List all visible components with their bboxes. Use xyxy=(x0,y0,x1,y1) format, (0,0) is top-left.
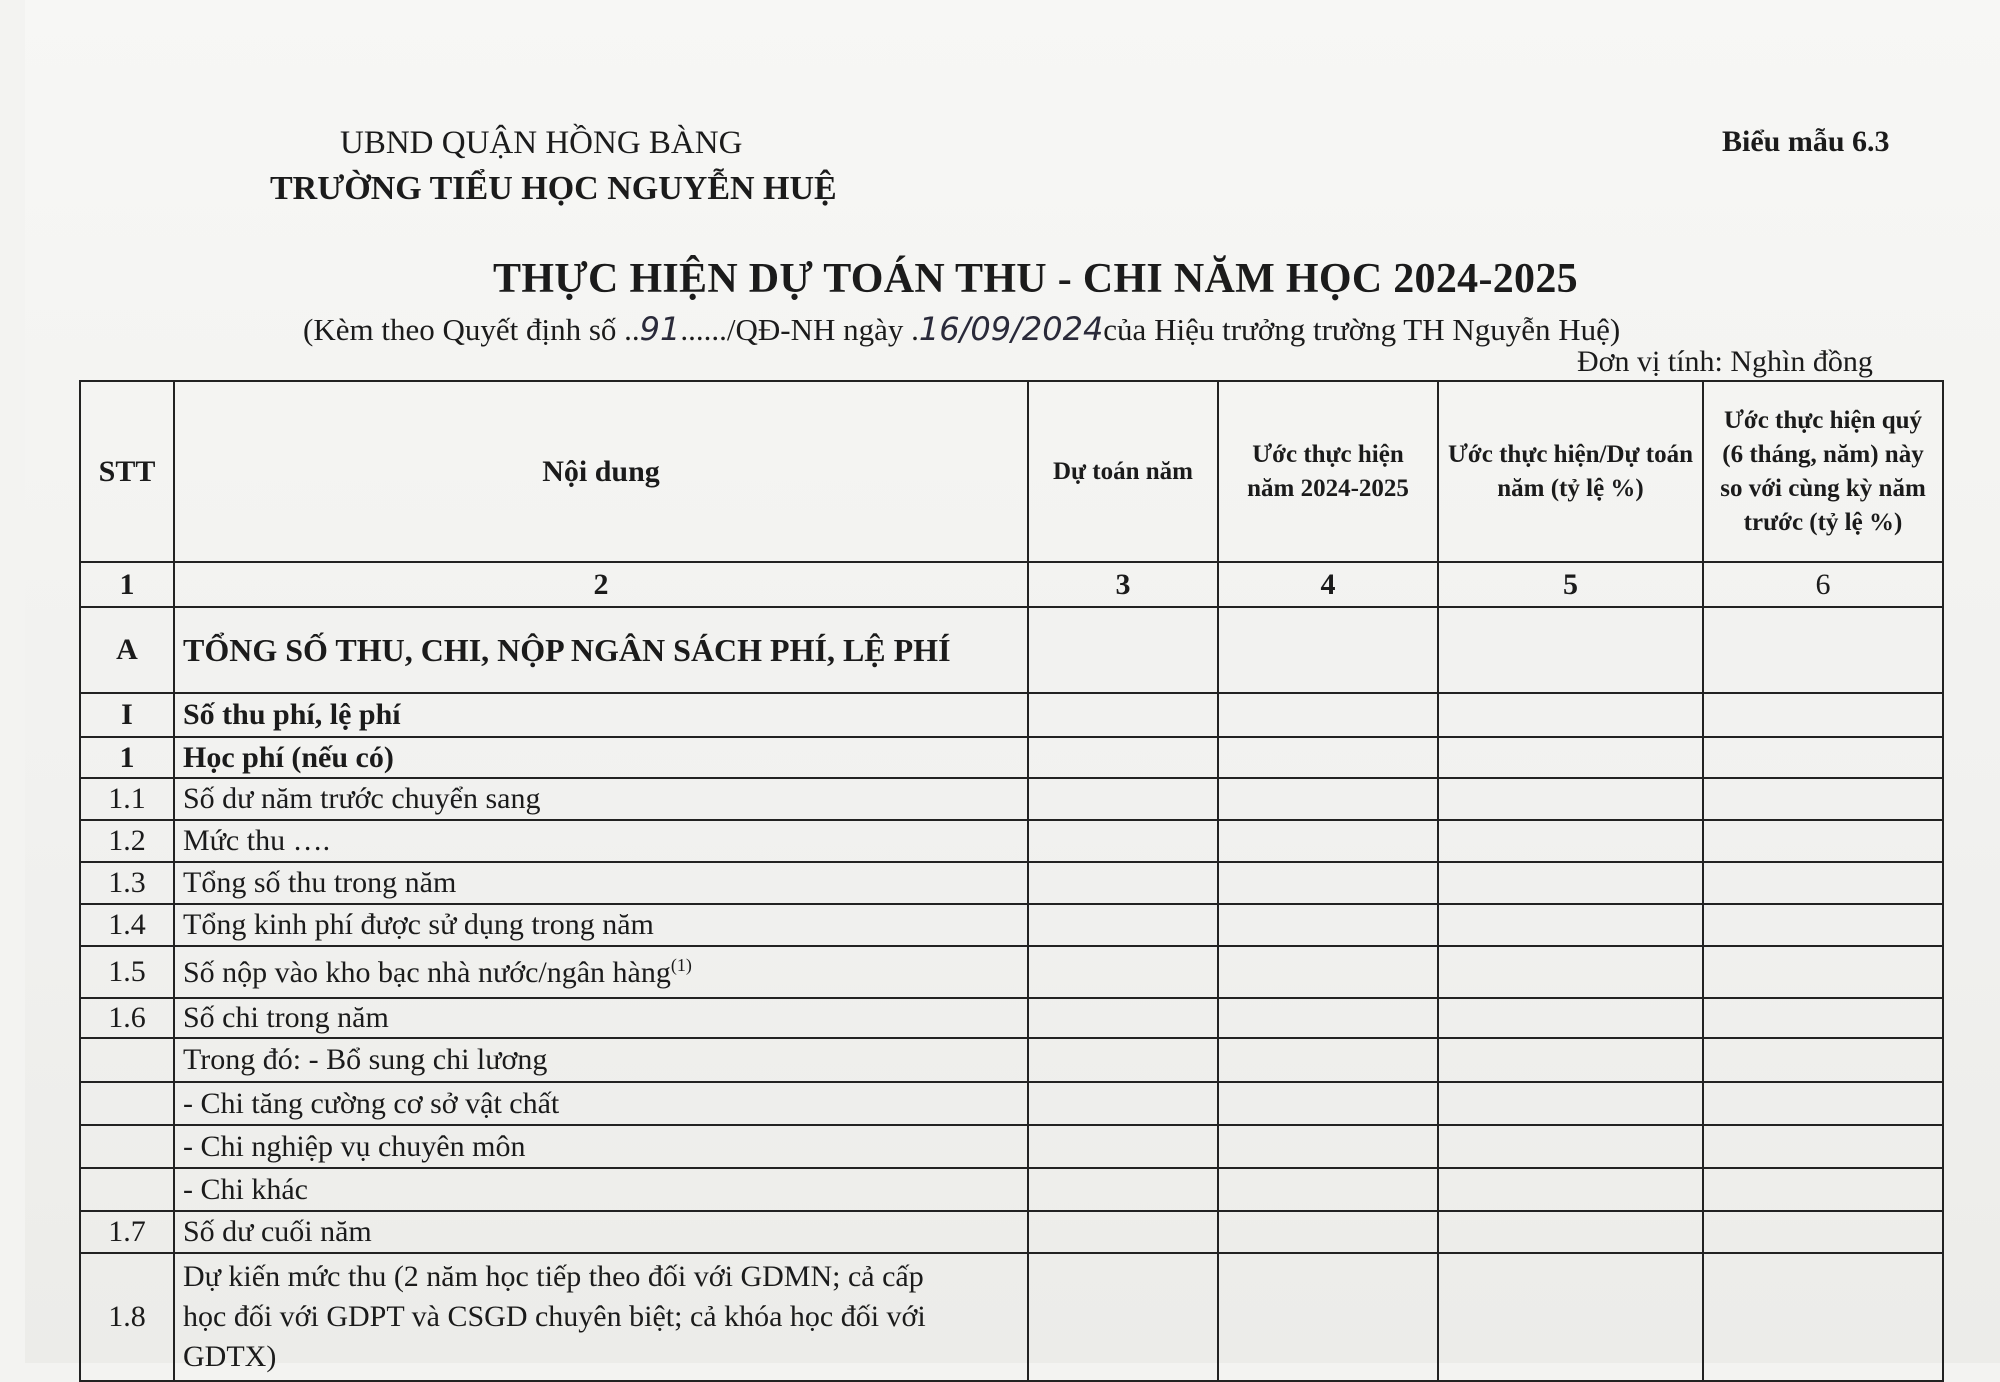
cell-plan xyxy=(1028,778,1218,820)
school-name: TRƯỜNG TIỂU HỌC NGUYỄN HUỆ xyxy=(270,170,837,207)
cell-plan xyxy=(1028,862,1218,904)
subtitle-prefix: (Kèm theo Quyết định số .. xyxy=(303,312,640,347)
row-stt: 1.7 xyxy=(80,1211,174,1253)
cell-plan xyxy=(1028,1038,1218,1082)
cell-ratio xyxy=(1438,946,1703,998)
cell-plan xyxy=(1028,1253,1218,1381)
row-content: Trong đó: - Bổ sung chi lương xyxy=(174,1038,1028,1082)
cell-quarter xyxy=(1703,607,1943,693)
table-row xyxy=(80,1082,1943,1125)
row-stt: 1.1 xyxy=(80,778,174,820)
cell-plan xyxy=(1028,904,1218,946)
subtitle-suffix: của Hiệu trưởng trường TH Nguyễn Huệ) xyxy=(1103,312,1621,347)
table-row xyxy=(80,820,1943,862)
cell-ratio xyxy=(1438,820,1703,862)
column-number-row xyxy=(80,562,1943,607)
table-row xyxy=(80,946,1943,998)
cell-ratio xyxy=(1438,1125,1703,1168)
row-stt xyxy=(80,1038,174,1082)
row-stt xyxy=(80,1168,174,1211)
row-stt: 1.8 xyxy=(80,1253,174,1381)
row-stt: 1.6 xyxy=(80,998,174,1038)
table-row xyxy=(80,1168,1943,1211)
cell-quarter xyxy=(1703,820,1943,862)
cell-ratio xyxy=(1438,1082,1703,1125)
row-stt xyxy=(80,1125,174,1168)
row-content: - Chi khác xyxy=(174,1168,1028,1211)
cell-quarter xyxy=(1703,1211,1943,1253)
cell-estimate xyxy=(1218,1168,1438,1211)
row-content: Tổng số thu trong năm xyxy=(174,862,1028,904)
footnote-marker: (1) xyxy=(670,954,692,975)
table-row xyxy=(80,998,1943,1038)
cell-quarter xyxy=(1703,1125,1943,1168)
cell-ratio xyxy=(1438,998,1703,1038)
row-content xyxy=(174,946,1028,998)
cell-quarter xyxy=(1703,1168,1943,1211)
cell-estimate xyxy=(1218,1082,1438,1125)
row-content: Số dư cuối năm xyxy=(174,1211,1028,1253)
cell-quarter xyxy=(1703,1253,1943,1381)
cell-estimate xyxy=(1218,1211,1438,1253)
cell-estimate xyxy=(1218,693,1438,737)
cell-plan xyxy=(1028,998,1218,1038)
row-stt: 1.5 xyxy=(80,946,174,998)
header-quarter: Ước thực hiện quý (6 tháng, năm) này so với cùng kỳ năm trước (tỷ lệ %) xyxy=(1703,381,1943,562)
col-number: 1 xyxy=(80,562,174,607)
cell-ratio xyxy=(1438,862,1703,904)
table-row xyxy=(80,778,1943,820)
table-row xyxy=(80,1125,1943,1168)
document-subtitle xyxy=(303,310,1620,348)
table-row xyxy=(80,1253,1943,1381)
table-row xyxy=(80,862,1943,904)
header-content: Nội dung xyxy=(174,381,1028,562)
row-content-line: học đối với GDPT và CSGD chuyên biệt; cả khóa học đối với xyxy=(183,1300,926,1333)
row-content-line: Dự kiến mức thu (2 năm học tiếp theo đối với GDMN; cả cấp xyxy=(183,1260,924,1293)
cell-ratio xyxy=(1438,1038,1703,1082)
row-content: TỔNG SỐ THU, CHI, NỘP NGÂN SÁCH PHÍ, LỆ PHÍ xyxy=(174,607,1028,693)
table-row xyxy=(80,904,1943,946)
header-stt: STT xyxy=(80,381,174,562)
row-content: Mức thu …. xyxy=(174,820,1028,862)
decision-date: 16/09/2024 xyxy=(918,310,1104,348)
table-header-row xyxy=(80,381,1943,562)
col-number: 4 xyxy=(1218,562,1438,607)
cell-plan xyxy=(1028,946,1218,998)
cell-plan xyxy=(1028,1211,1218,1253)
currency-unit: Đơn vị tính: Nghìn đồng xyxy=(1577,345,1873,378)
cell-ratio xyxy=(1438,737,1703,778)
row-content: Số thu phí, lệ phí xyxy=(174,693,1028,737)
table-row xyxy=(80,607,1943,693)
cell-estimate xyxy=(1218,998,1438,1038)
cell-quarter xyxy=(1703,946,1943,998)
row-content: Số dư năm trước chuyển sang xyxy=(174,778,1028,820)
cell-estimate xyxy=(1218,862,1438,904)
cell-ratio xyxy=(1438,607,1703,693)
row-content: - Chi tăng cường cơ sở vật chất xyxy=(174,1082,1028,1125)
cell-quarter xyxy=(1703,693,1943,737)
cell-estimate xyxy=(1218,778,1438,820)
col-number: 6 xyxy=(1703,562,1943,607)
row-content-line: GDTX) xyxy=(183,1340,277,1373)
cell-plan xyxy=(1028,1082,1218,1125)
budget-table xyxy=(79,380,1944,1382)
cell-plan xyxy=(1028,820,1218,862)
row-content: Tổng kinh phí được sử dụng trong năm xyxy=(174,904,1028,946)
row-content: Số chi trong năm xyxy=(174,998,1028,1038)
table-row xyxy=(80,693,1943,737)
cell-ratio xyxy=(1438,1211,1703,1253)
document-title: THỰC HIỆN DỰ TOÁN THU - CHI NĂM HỌC 2024-2025 xyxy=(493,256,1578,302)
document-page xyxy=(25,0,2000,1373)
org-name: UBND QUẬN HỒNG BÀNG xyxy=(340,125,743,161)
cell-quarter xyxy=(1703,862,1943,904)
cell-estimate xyxy=(1218,904,1438,946)
cell-quarter xyxy=(1703,1038,1943,1082)
cell-quarter xyxy=(1703,1082,1943,1125)
cell-ratio xyxy=(1438,1253,1703,1381)
form-code: Biểu mẫu 6.3 xyxy=(1722,125,1890,158)
row-stt: 1.4 xyxy=(80,904,174,946)
row-stt xyxy=(80,1082,174,1125)
cell-ratio xyxy=(1438,693,1703,737)
col-number: 2 xyxy=(174,562,1028,607)
cell-estimate xyxy=(1218,946,1438,998)
table-row xyxy=(80,1211,1943,1253)
cell-quarter xyxy=(1703,778,1943,820)
cell-estimate xyxy=(1218,737,1438,778)
cell-quarter xyxy=(1703,904,1943,946)
cell-estimate xyxy=(1218,820,1438,862)
row-content: Học phí (nếu có) xyxy=(174,737,1028,778)
row-content xyxy=(174,1253,1028,1381)
row-stt: A xyxy=(80,607,174,693)
cell-quarter xyxy=(1703,737,1943,778)
header-plan: Dự toán năm xyxy=(1028,381,1218,562)
cell-estimate xyxy=(1218,607,1438,693)
cell-quarter xyxy=(1703,998,1943,1038)
header-ratio: Ước thực hiện/Dự toán năm (tỷ lệ %) xyxy=(1438,381,1703,562)
cell-plan xyxy=(1028,693,1218,737)
decision-number: 91 xyxy=(639,310,681,348)
row-stt: 1.3 xyxy=(80,862,174,904)
header-estimate: Ước thực hiện năm 2024-2025 xyxy=(1218,381,1438,562)
table-row xyxy=(80,737,1943,778)
row-content: - Chi nghiệp vụ chuyên môn xyxy=(174,1125,1028,1168)
cell-ratio xyxy=(1438,904,1703,946)
cell-plan xyxy=(1028,1125,1218,1168)
cell-plan xyxy=(1028,607,1218,693)
col-number: 3 xyxy=(1028,562,1218,607)
row-stt: 1 xyxy=(80,737,174,778)
cell-estimate xyxy=(1218,1253,1438,1381)
cell-estimate xyxy=(1218,1125,1438,1168)
row-stt: 1.2 xyxy=(80,820,174,862)
table-row xyxy=(80,1038,1943,1082)
cell-estimate xyxy=(1218,1038,1438,1082)
cell-plan xyxy=(1028,1168,1218,1211)
cell-ratio xyxy=(1438,1168,1703,1211)
cell-plan xyxy=(1028,737,1218,778)
subtitle-mid: ....../QĐ-NH ngày . xyxy=(680,312,919,347)
row-stt: I xyxy=(80,693,174,737)
cell-ratio xyxy=(1438,778,1703,820)
col-number: 5 xyxy=(1438,562,1703,607)
row-content-text: Số nộp vào kho bạc nhà nước/ngân hàng xyxy=(183,955,671,989)
